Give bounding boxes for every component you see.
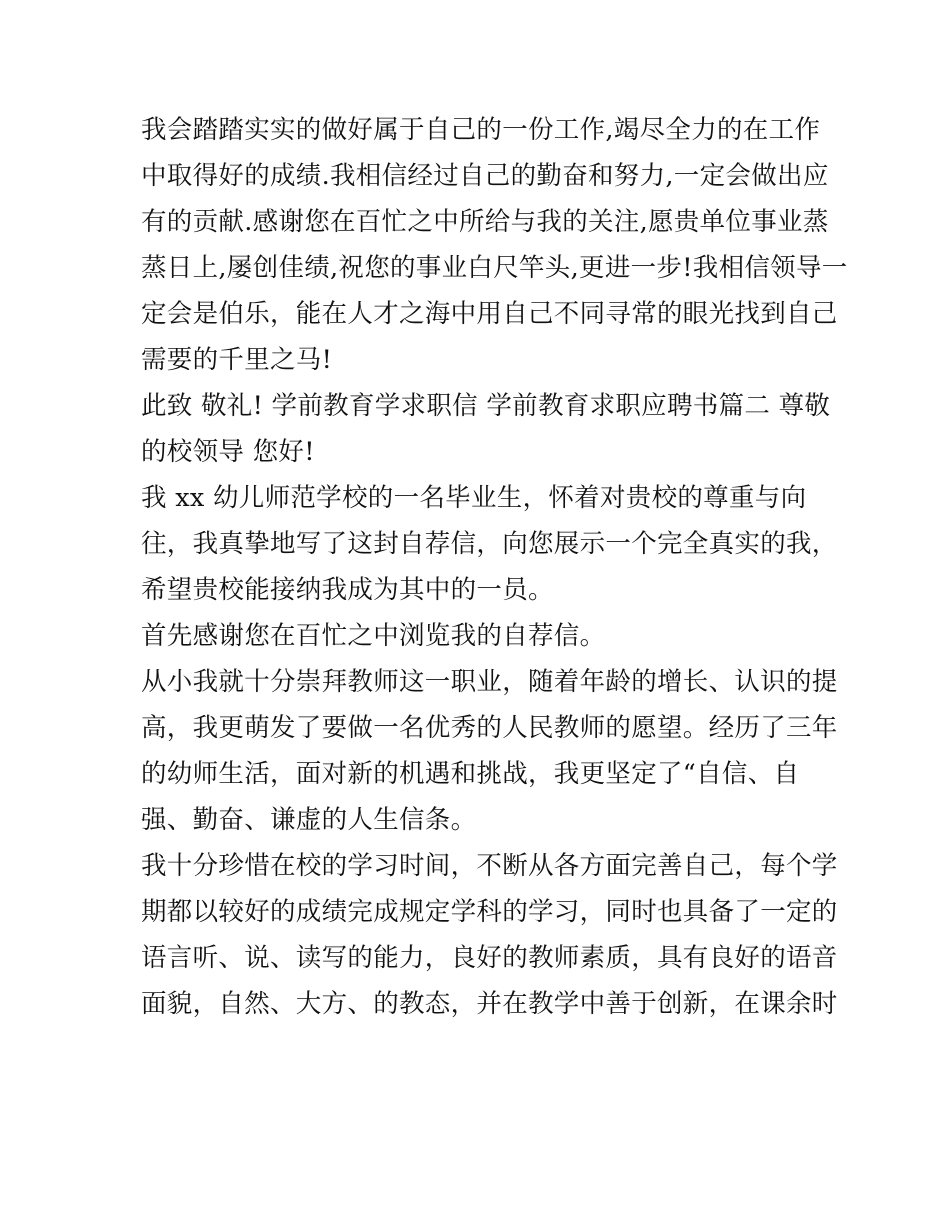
text-line: 期都以较好的成绩完成规定学科的学习，同时也具备了一定的 [141, 897, 838, 927]
text-line: 定会是伯乐，能在人才之海中用自己不同寻常的眼光找到自己 [141, 299, 838, 329]
text-line: 往，我真挚地写了这封自荐信，向您展示一个完全真实的我， [141, 529, 838, 559]
text-line: 强、勤奋、谦虚的人生信条。 [141, 805, 477, 835]
text-line: 蒸日上,屡创佳绩,祝您的事业白尺竿头,更进一步!我相信领导一 [141, 253, 848, 283]
text-line: 有的贡献.感谢您在百忙之中所给与我的关注,愿贵单位事业蒸 [141, 207, 829, 237]
text-line: 我会踏踏实实的做好属于自己的一份工作,竭尽全力的在工作 [141, 115, 821, 145]
text-line: 希望贵校能接纳我成为其中的一员。 [141, 575, 554, 605]
text-line: 首先感谢您在百忙之中浏览我的自荐信。 [141, 621, 606, 651]
text-line: 的校领导 您好! [141, 437, 315, 467]
document-body [141, 107, 848, 1027]
text-line: 此致 敬礼! 学前教育学求职信 学前教育求职应聘书篇二 尊敬 [141, 391, 831, 421]
text-line: 语言听、说、读写的能力，良好的教师素质，具有良好的语音 [141, 943, 838, 973]
text-line: 需要的千里之马! [141, 345, 333, 375]
text-line: 我十分珍惜在校的学习时间，不断从各方面完善自己，每个学 [141, 851, 838, 881]
text-line: 从小我就十分崇拜教师这一职业，随着年龄的增长、认识的提 [141, 667, 838, 697]
text-line: 面貌，自然、大方、的教态，并在教学中善于创新，在课余时 [141, 989, 838, 1019]
text-line: 的幼师生活，面对新的机遇和挑战，我更坚定了“自信、自 [141, 759, 800, 789]
text-line: 高，我更萌发了要做一名优秀的人民教师的愿望。经历了三年 [141, 713, 838, 743]
text-line: 我 xx 幼儿师范学校的一名毕业生，怀着对贵校的尊重与向 [141, 483, 807, 513]
text-line: 中取得好的成绩.我相信经过自己的勤奋和努力,一定会做出应 [141, 161, 829, 191]
